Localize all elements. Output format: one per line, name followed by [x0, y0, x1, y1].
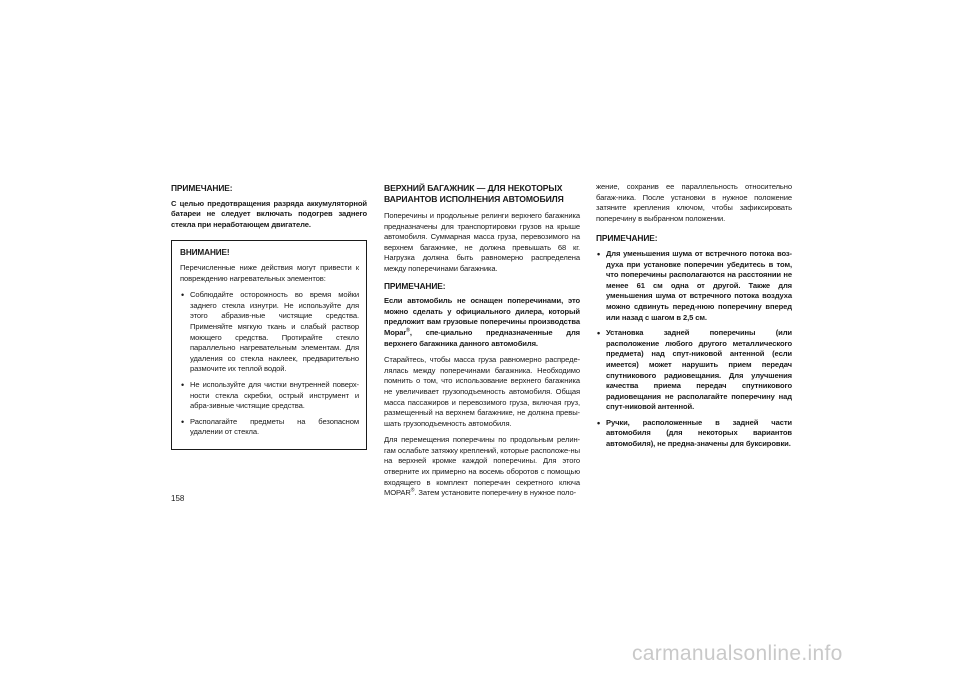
warning-box [171, 240, 367, 450]
registered-mark: ® [406, 327, 410, 334]
note-header: ПРИМЕЧАНИЕ: [596, 233, 658, 244]
note-header: ПРИМЕЧАНИЕ: [384, 280, 446, 291]
paragraph: жение, сохранив ее параллельность относительно багаж-ника. После установки в нужное положение затяните крепления ключом, чтобы зафиксировать поперечину в выбранном положении. [596, 182, 792, 223]
note-list [596, 249, 792, 450]
column-right [596, 182, 792, 455]
note-text: С целью предотвращения разряда аккумуляторной батареи не следует включать подогрев заднего стекла при неработающем двигателе. [171, 198, 367, 229]
note-text [384, 296, 580, 349]
note-item: • Установка задней поперечины (или расположение любого другого металлического предмета) над спут-никовой антенной (если имеется) может нарушить прием передач спутникового радиовещания. Для улучшения качества приема передач спутникового радиовещания не располагайте поперечину над спут-никовой антенной. [596, 328, 792, 413]
site-watermark: carmanualsonline.info [632, 642, 843, 665]
paragraph-part: . Затем установите поперечину в нужное поло- [414, 488, 576, 498]
warning-title: ВНИМАНИЕ! [180, 248, 230, 258]
page-number: 158 [171, 494, 185, 503]
warning-item: • Соблюдайте осторожность во время мойки заднего стекла изнутри. Не используйте для этого абразив-ные чистящие средства. Применяйте мягкую ткань и слабый раствор моющего средства. Протирайте стекло параллельно нагревательным элементам. Для удаления со стекла наклеек, предварительно размочите их теплой водой. [180, 290, 359, 375]
warning-list [180, 290, 359, 438]
paragraph [384, 435, 580, 499]
paragraph: Поперечины и продольные релинги верхнего багажника предназначены для транспортировки грузов на крыше автомобиля. Суммарная масса груза, перевозимого на верхнем багажнике, не должна превышать 68 кг. Нагрузка должна быть равномерно распределена между поперечинами багажника. [384, 211, 580, 273]
warning-item: • Не используйте для чистки внутренней поверх-ности стекла скребки, острый инструмент и абра-зивные чистящие средства. [180, 380, 359, 412]
note-item: • Для уменьшения шума от встречного потока воз-духа при установке поперечин убедитесь в том, что поперечины располагаются на расстоянии не менее 61 см одна от другой. Также для уменьшения шума от встречного потока воздуха можно сдвинуть перед-нюю поперечину вперед или назад с шагом в 2,5 см. [596, 249, 792, 323]
paragraph-part: Для перемещения поперечины по продольным релин-гам ослабьте затяжку креплений, которые расположе-ны на верхней кромке каждой поперечины. Для этого отверните их примерно на восемь оборотов с помощью входящего в комплект поперечин секретного ключа MOPAR [384, 435, 580, 498]
note-item: • Ручки, расположенные в задней части автомобиля (для некоторых вариантов автомобиля), не предна-значены для буксировки. [596, 418, 792, 450]
note-text-part: Если автомобиль не оснащен поперечинами, это можно сделать у официального дилера, который предложит вам грузовые поперечины производства Mopar [384, 296, 580, 337]
note-header: ПРИМЕЧАНИЕ: [171, 183, 233, 193]
section-heading: ВЕРХНИЙ БАГАЖНИК — ДЛЯ НЕКОТОРЫХ ВАРИАНТОВ ИСПОЛНЕНИЯ АВТОМОБИЛЯ [384, 183, 564, 204]
warning-intro: Перечисленные ниже действия могут привести к повреждению нагревательных элементов: [180, 262, 359, 283]
registered-mark: ® [410, 487, 415, 494]
column-middle [384, 183, 580, 505]
paragraph: Старайтесь, чтобы масса груза равномерно распреде-лялась между поперечинами багажника. Необходимо помнить о том, что использование верхнего багажника не увеличивает грузоподъемность автомобиля. Общая масса пассажиров и перевозимого груза, включая груз, размещенный на верхнем багажнике, не должна превы-шать грузоподъемность автомобиля. [384, 355, 580, 428]
column-left [171, 183, 367, 450]
note-text-part: , спе-циально предназначенные для верхнего багажника данного автомобиля. [384, 327, 580, 348]
warning-item: • Располагайте предметы на безопасном удалении от стекла. [180, 417, 359, 438]
